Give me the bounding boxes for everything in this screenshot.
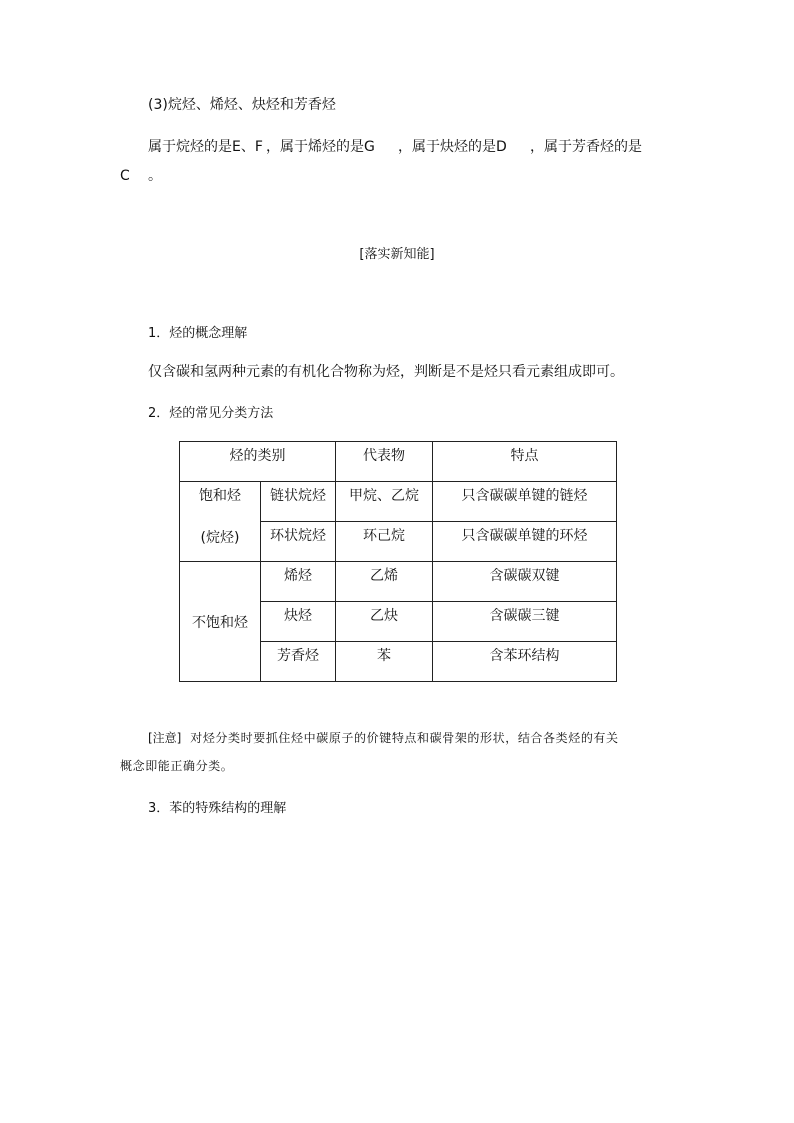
saturated-label-line2: (烷烃) xyxy=(200,530,240,546)
header-representative: 代表物 xyxy=(336,442,433,482)
table-cell-sub: 环状烷烃 xyxy=(261,522,336,562)
table-row xyxy=(180,562,617,602)
table-cell-rep: 乙烯 xyxy=(336,562,433,602)
table-cell-feature: 含苯环结构 xyxy=(433,642,617,682)
point1-heading: 1．烃的概念理解 xyxy=(148,326,248,341)
answer-aromatic: C xyxy=(120,168,130,184)
answer-line-2 xyxy=(120,165,162,185)
saturated-label-line1: 饱和烃 xyxy=(199,488,241,504)
table-cell-sub: 链状烷烃 xyxy=(261,482,336,522)
table-cell-rep: 甲烷、乙烷 xyxy=(336,482,433,522)
table-cell-rep: 环己烷 xyxy=(336,522,433,562)
table-cell-sub: 炔烃 xyxy=(261,602,336,642)
note-line-1 xyxy=(148,729,619,746)
unsaturated-label: 不饱和烃 xyxy=(180,562,261,682)
answer-alkyne-prefix: ，属于炔烃的是 xyxy=(398,139,496,155)
table-cell-sub: 烯烃 xyxy=(261,562,336,602)
note-line-2: 概念即能正确分类。 xyxy=(120,759,234,773)
point2-heading: 2．烃的常见分类方法 xyxy=(148,406,274,421)
section-title: (3)烷烃、烯烃、炔烃和芳香烃 xyxy=(148,97,336,113)
answer-alkyne: D xyxy=(496,139,507,155)
note-tag: [注意] xyxy=(148,731,182,745)
table-row xyxy=(180,482,617,522)
note-text-1: 对烃分类时要抓住烃中碳原子的价键特点和碳骨架的形状，结合各类烃的有关 xyxy=(190,731,619,745)
header-feature: 特点 xyxy=(433,442,617,482)
saturated-label xyxy=(180,482,261,562)
end-mark: 。 xyxy=(148,168,162,184)
table-cell-feature: 含碳碳三键 xyxy=(433,602,617,642)
answer-alkane-prefix: 属于烷烃的是 xyxy=(148,139,232,155)
answer-aromatic-prefix: ，属于芳香烃的是 xyxy=(530,139,642,155)
header-category: 烃的类别 xyxy=(180,442,336,482)
point3-heading: 3．苯的特殊结构的理解 xyxy=(148,801,287,816)
point1-text: 仅含碳和氢两种元素的有机化合物称为烃，判断是不是烃只看元素组成即可。 xyxy=(148,364,624,380)
answer-alkene: G xyxy=(364,139,375,155)
classification-table xyxy=(179,441,617,682)
table-cell-sub: 芳香烃 xyxy=(261,642,336,682)
table-cell-feature: 只含碳碳单键的环烃 xyxy=(433,522,617,562)
section-banner: [落实新知能] xyxy=(359,247,435,262)
table-cell-rep: 乙炔 xyxy=(336,602,433,642)
answer-alkene-prefix: ，属于烯烃的是 xyxy=(266,139,364,155)
answer-alkane: E、F xyxy=(232,139,263,155)
table-header-row xyxy=(180,442,617,482)
answer-line xyxy=(148,136,642,156)
table-cell-rep: 苯 xyxy=(336,642,433,682)
table-cell-feature: 含碳碳双键 xyxy=(433,562,617,602)
table-cell-feature: 只含碳碳单键的链烃 xyxy=(433,482,617,522)
